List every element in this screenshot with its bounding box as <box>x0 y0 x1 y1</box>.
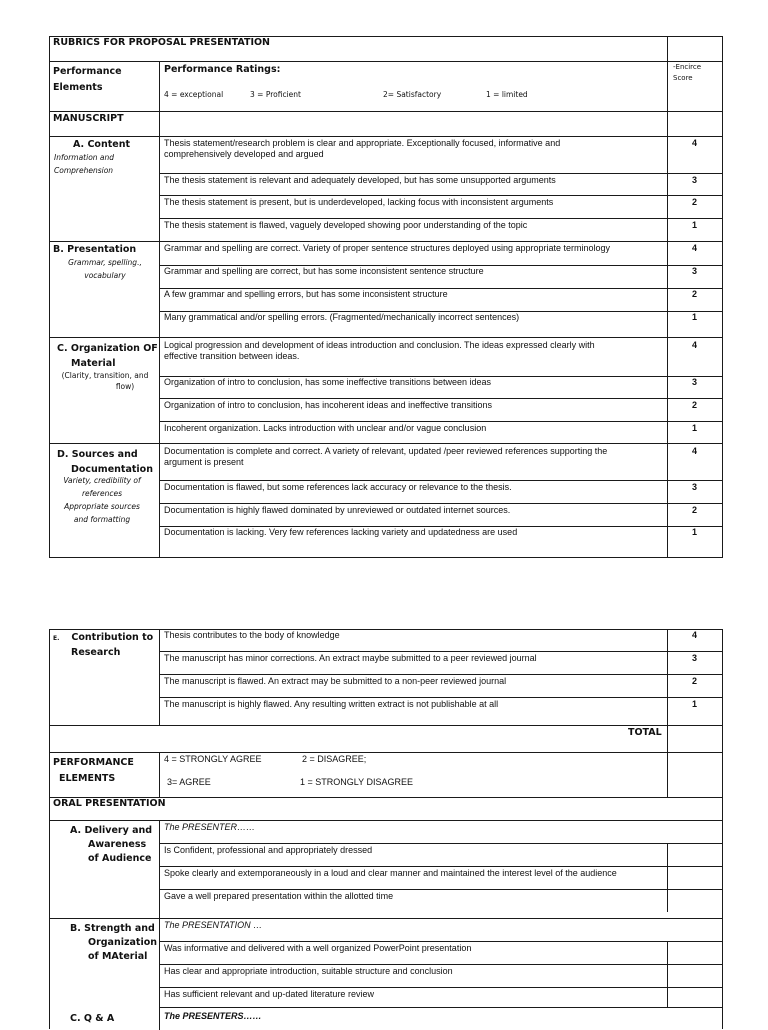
score-b-2: 2 <box>691 289 697 299</box>
rating-1: 1 = limited <box>486 90 528 99</box>
scale-1: 1 = STRONGLY DISAGREE <box>300 777 413 787</box>
performance-elements-label: Performance Elements <box>53 66 122 93</box>
criterion-a-3: The thesis statement is relevant and adequately developed, but has some unsupported arguments <box>164 175 556 185</box>
score-a-3: 3 <box>691 175 697 185</box>
criterion-c-3: Organization of intro to conclusion, has some ineffective transitions between ideas <box>164 377 492 387</box>
score-b-4: 4 <box>691 243 697 253</box>
score-d-2: 2 <box>691 505 697 515</box>
score-a-2: 2 <box>691 197 697 207</box>
score-e-2: 2 <box>691 676 697 686</box>
section-d-subtitle: Variety, credibility of references Appropriate sources and formatting <box>63 476 141 524</box>
oral-a-item-2: Spoke clearly and extemporaneously in a loud and clear manner and maintained the interest level of the audience <box>164 868 617 878</box>
oral-b-item-3: Has sufficient relevant and up-dated literature review <box>164 989 374 999</box>
criterion-a-4: Thesis statement/research problem is clear and appropriate. Exceptionally focused, informative and comprehensively developed and argued <box>164 138 561 159</box>
manuscript-heading: MANUSCRIPT <box>53 113 124 124</box>
total-label: TOTAL <box>628 727 662 738</box>
section-b-subtitle: Grammar, spelling., vocabulary <box>68 258 142 280</box>
criterion-e-2: The manuscript is flawed. An extract may be submitted to a non-peer reviewed journal <box>164 676 507 686</box>
oral-c-intro: The PRESENTERS…… <box>164 1011 262 1021</box>
score-c-1: 1 <box>691 423 697 433</box>
section-e-title: E. Contribution to Research <box>53 632 154 658</box>
rating-2: 2= Satisfactory <box>383 90 442 99</box>
section-b-title: B. Presentation <box>53 244 137 255</box>
score-e-4: 4 <box>691 630 697 640</box>
oral-b-intro: The PRESENTATION … <box>164 920 263 930</box>
scale-2: 2 = DISAGREE; <box>302 754 367 764</box>
oral-c-title: C. Q & A <box>70 1013 115 1024</box>
criterion-c-2: Organization of intro to conclusion, has incoherent ideas and ineffective transitions <box>164 400 493 410</box>
score-d-1: 1 <box>691 527 697 537</box>
criterion-d-1: Documentation is lacking. Very few references lacking variety and updatedness are used <box>164 527 518 537</box>
rating-3: 3 = Proficient <box>250 90 301 99</box>
section-a-subtitle: Information and Comprehension <box>54 153 115 175</box>
score-e-1: 1 <box>691 699 697 709</box>
score-d-3: 3 <box>691 482 697 492</box>
criterion-b-3: Grammar and spelling are correct, but has some inconsistent sentence structure <box>164 266 484 276</box>
criterion-e-3: The manuscript has minor corrections. An extract maybe submitted to a peer reviewed journal <box>164 653 537 663</box>
oral-presentation-heading: ORAL PRESENTATION <box>53 798 166 809</box>
score-b-3: 3 <box>691 266 697 276</box>
oral-a-item-3: Gave a well prepared presentation within the allotted time <box>164 891 394 901</box>
scale-4: 4 = STRONGLY AGREE <box>164 754 262 764</box>
criterion-e-1: The manuscript is highly flawed. Any resulting written extract is not publishable at all <box>164 699 499 709</box>
criterion-a-1: The thesis statement is flawed, vaguely developed showing poor understanding of the topic <box>164 220 528 230</box>
rating-4: 4 = exceptional <box>164 90 224 99</box>
oral-a-item-1: Is Confident, professional and appropriately dressed <box>164 845 373 855</box>
section-c-subtitle: (Clarity, transition, and flow) <box>61 371 149 391</box>
oral-a-title: A. Delivery and Awareness of Audience <box>70 825 153 864</box>
score-e-3: 3 <box>691 653 697 663</box>
oral-b-item-2: Has clear and appropriate introduction, suitable structure and conclusion <box>164 966 453 976</box>
score-c-2: 2 <box>691 400 697 410</box>
criterion-b-4: Grammar and spelling are correct. Variety of proper sentence structures deployed using appropriate terminology <box>164 243 611 253</box>
section-d-title: D. Sources and Documentation <box>57 449 153 475</box>
page-title: RUBRICS FOR PROPOSAL PRESENTATION <box>53 37 271 48</box>
score-c-3: 3 <box>691 377 697 387</box>
score-column-header: -Encirce Score <box>673 63 702 82</box>
criterion-b-1: Many grammatical and/or spelling errors. (Fragmented/mechanically incorrect sentences) <box>164 312 520 322</box>
section-c-title: C. Organization OF Material <box>57 343 158 369</box>
scale-3: 3= AGREE <box>167 777 211 787</box>
oral-b-title: B. Strength and Organization of MAterial <box>70 923 158 962</box>
score-c-4: 4 <box>691 340 697 350</box>
criterion-a-2: The thesis statement is present, but is underdeveloped, lacking focus with inconsistent arguments <box>164 197 554 207</box>
section-a-title: A. Content <box>73 139 130 150</box>
oral-b-item-1: Was informative and delivered with a well organized PowerPoint presentation <box>164 943 472 953</box>
score-a-1: 1 <box>691 220 697 230</box>
criterion-b-2: A few grammar and spelling errors, but has some inconsistent structure <box>164 289 448 299</box>
ratings-label: Performance Ratings: <box>164 64 281 75</box>
score-a-4: 4 <box>691 138 697 148</box>
criterion-d-3: Documentation is flawed, but some references lack accuracy or relevance to the thesis. <box>164 482 512 492</box>
score-d-4: 4 <box>691 446 697 456</box>
criterion-d-2: Documentation is highly flawed dominated by unreviewed or outdated internet sources. <box>164 505 511 515</box>
performance-elements-label-2: PERFORMANCE ELEMENTS <box>53 757 134 784</box>
criterion-e-4: Thesis contributes to the body of knowledge <box>164 630 340 640</box>
criterion-c-1: Incoherent organization. Lacks introduction with unclear and/or vague conclusion <box>164 423 487 433</box>
oral-a-intro: The PRESENTER…… <box>164 822 256 832</box>
score-b-1: 1 <box>691 312 697 322</box>
criterion-d-4: Documentation is complete and correct. A variety of relevant, updated /peer reviewed references supporting the argument is present <box>164 446 608 467</box>
criterion-c-4: Logical progression and development of ideas introduction and conclusion. The ideas expressed clearly with effective transition between ideas. <box>164 340 595 361</box>
